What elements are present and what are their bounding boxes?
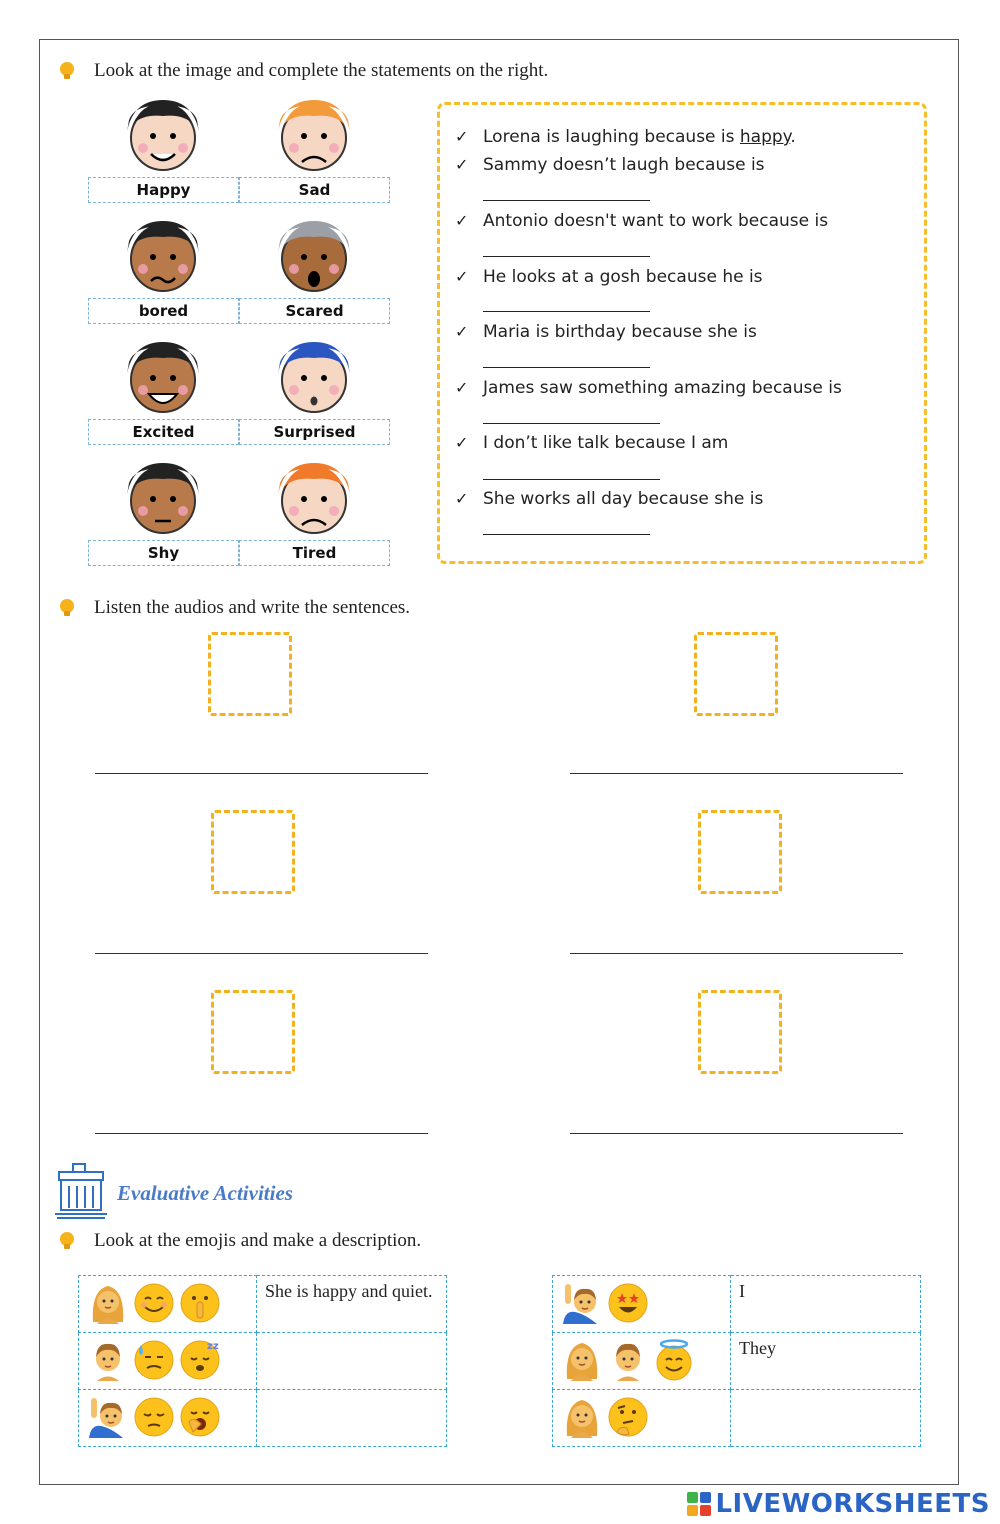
answer-blank[interactable] — [483, 200, 650, 201]
instruction-2 — [60, 597, 410, 619]
instruction-1 — [60, 60, 548, 82]
surprised-face-icon — [239, 336, 389, 420]
table-row — [553, 1333, 921, 1390]
check-icon: ✓ — [455, 267, 469, 286]
face-label: Excited — [88, 419, 239, 445]
star-struck-face-icon — [607, 1282, 649, 1324]
answer-blank[interactable] — [483, 534, 650, 535]
instruction-3-text: Look at the emojis and make a description. — [94, 1230, 422, 1251]
audio-player-4[interactable] — [698, 810, 782, 894]
statement-item — [455, 127, 796, 147]
answer-blank[interactable] — [483, 367, 650, 368]
check-icon: ✓ — [455, 322, 469, 341]
face-label: Shy — [88, 540, 239, 566]
audio-player-3[interactable] — [211, 810, 295, 894]
statement-item — [455, 433, 728, 453]
section-title: Evaluative Activities — [117, 1181, 293, 1205]
face-label: Scared — [239, 298, 390, 324]
description-field[interactable] — [257, 1390, 447, 1447]
statement-text: Lorena is laughing because is — [483, 127, 740, 147]
face-label: Sad — [239, 177, 390, 203]
statement-item — [455, 378, 842, 398]
svg-text:zz: zz — [207, 1341, 219, 1352]
description-field[interactable]: She is happy and quiet. — [257, 1276, 447, 1333]
statement-text: Maria is birthday because she is — [483, 322, 757, 342]
check-icon: ✓ — [455, 378, 469, 397]
answer-blank[interactable] — [483, 423, 660, 424]
brand-text: LIVEWORKSHEETS — [715, 1489, 990, 1519]
halo-face-icon — [653, 1339, 695, 1381]
downcast-sweat-face-icon — [133, 1339, 175, 1381]
lightbulb-icon — [60, 1232, 74, 1250]
face-label: Happy — [88, 177, 239, 203]
answer-line-5[interactable] — [95, 1133, 428, 1134]
statement-end: . — [790, 127, 796, 147]
emoji-cell — [79, 1333, 257, 1390]
statement-text: She works all day because she is — [483, 489, 764, 509]
emoji-table-right — [552, 1275, 921, 1447]
statement-text: Sammy doesn’t laugh because is — [483, 155, 765, 175]
instruction-3 — [60, 1230, 421, 1252]
check-icon: ✓ — [455, 211, 469, 230]
audio-player-5[interactable] — [211, 990, 295, 1074]
brand-logo — [687, 1489, 990, 1519]
shy-face-icon — [88, 457, 238, 541]
face-label: Tired — [239, 540, 390, 566]
answer-line-1[interactable] — [95, 773, 428, 774]
statement-item — [455, 322, 757, 342]
table-row — [79, 1276, 447, 1333]
school-building-icon — [53, 1162, 109, 1220]
answer-blank[interactable] — [483, 479, 660, 480]
face-label: Surprised — [239, 419, 390, 445]
statement-item — [455, 489, 763, 509]
answer-line-6[interactable] — [570, 1133, 903, 1134]
description-field[interactable]: They — [731, 1333, 921, 1390]
answer-blank[interactable] — [483, 256, 650, 257]
audio-player-2[interactable] — [694, 632, 778, 716]
statement-text: I don’t like talk because I am — [483, 433, 729, 453]
check-icon: ✓ — [455, 489, 469, 508]
man-icon — [607, 1339, 649, 1381]
statement-answer: happy — [739, 127, 791, 147]
shushing-face-icon — [179, 1282, 221, 1324]
emoji-cell — [79, 1276, 257, 1333]
statement-text: He looks at a gosh because he is — [483, 267, 763, 287]
instruction-1-text: Look at the image and complete the statements on the right. — [94, 60, 549, 81]
lightbulb-icon — [60, 62, 74, 80]
statement-item — [455, 267, 763, 287]
instruction-2-text: Listen the audios and write the sentences. — [94, 597, 411, 618]
emoji-cell — [79, 1390, 257, 1447]
statement-text: James saw something amazing because is — [483, 378, 842, 398]
table-row — [79, 1390, 447, 1447]
sleeping-face-icon — [179, 1339, 221, 1381]
statement-item — [455, 155, 765, 175]
thinking-face-icon — [607, 1396, 649, 1438]
excited-face-icon — [88, 336, 238, 420]
check-icon: ✓ — [455, 433, 469, 452]
happy-girl-face-icon — [88, 94, 238, 178]
audio-player-6[interactable] — [698, 990, 782, 1074]
statement-text: Antonio doesn't want to work because is — [483, 211, 829, 231]
answer-line-2[interactable] — [570, 773, 903, 774]
description-field[interactable] — [257, 1333, 447, 1390]
table-row — [553, 1276, 921, 1333]
man-icon — [87, 1339, 129, 1381]
face-label: bored — [88, 298, 239, 324]
description-field[interactable] — [731, 1390, 921, 1447]
pensive-face-icon — [133, 1396, 175, 1438]
table-row — [553, 1390, 921, 1447]
emoji-table-left — [78, 1275, 447, 1447]
woman-icon — [87, 1282, 129, 1324]
bored-face-icon — [88, 215, 238, 299]
statement-item — [455, 211, 828, 231]
yawning-face-icon — [179, 1396, 221, 1438]
answer-line-3[interactable] — [95, 953, 428, 954]
answer-blank[interactable] — [483, 311, 650, 312]
audio-player-1[interactable] — [208, 632, 292, 716]
emoji-cell — [553, 1390, 731, 1447]
sad-face-icon — [239, 94, 389, 178]
lightbulb-icon — [60, 599, 74, 617]
answer-line-4[interactable] — [570, 953, 903, 954]
smiling-face-icon — [133, 1282, 175, 1324]
check-icon: ✓ — [455, 127, 469, 146]
woman-icon — [561, 1396, 603, 1438]
tired-face-icon — [239, 457, 389, 541]
brand-blocks-icon — [687, 1492, 711, 1516]
table-row — [79, 1333, 447, 1390]
emoji-cell — [553, 1276, 731, 1333]
check-icon: ✓ — [455, 155, 469, 174]
woman-icon — [561, 1339, 603, 1381]
scared-face-icon — [239, 215, 389, 299]
man-raising-hand-icon — [561, 1282, 603, 1324]
emoji-cell — [553, 1333, 731, 1390]
description-field[interactable]: I — [731, 1276, 921, 1333]
man-raising-hand-icon — [87, 1396, 129, 1438]
